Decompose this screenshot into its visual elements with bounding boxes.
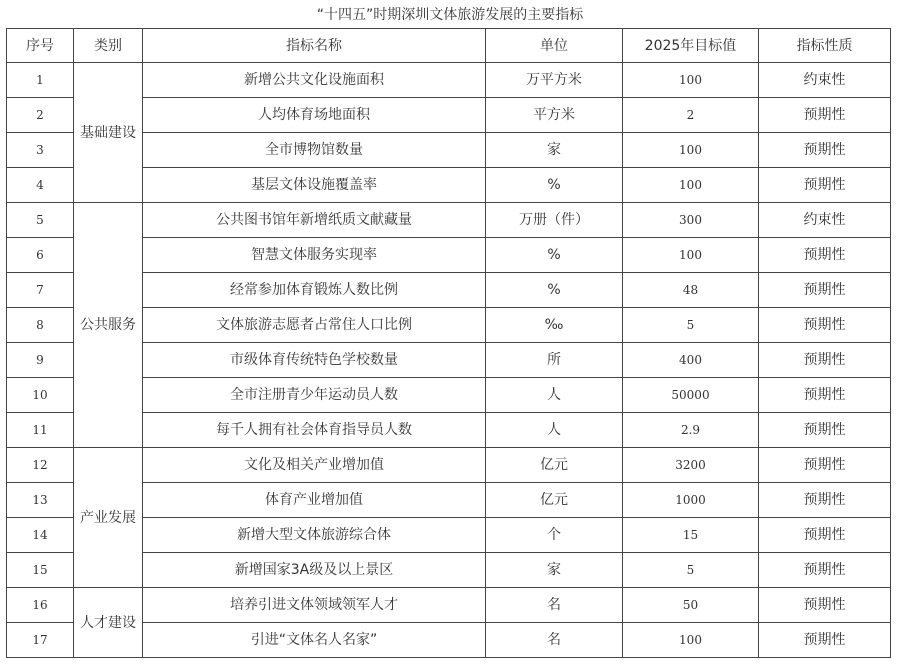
cell-serial-number: 11 — [7, 413, 74, 448]
cell-serial-number: 1 — [7, 63, 74, 98]
table-title: “十四五”时期深圳文体旅游发展的主要指标 — [316, 7, 584, 23]
cell-indicator-nature: 预期性 — [759, 238, 891, 273]
cell-unit: 所 — [486, 343, 623, 378]
cell-indicator-name: 公共图书馆年新增纸质文献藏量 — [143, 203, 486, 238]
cell-indicator-nature: 预期性 — [759, 343, 891, 378]
cell-indicator-nature: 预期性 — [759, 448, 891, 483]
cell-serial-number: 14 — [7, 518, 74, 553]
cell-indicator-nature: 约束性 — [759, 203, 891, 238]
cell-unit: % — [486, 273, 623, 308]
cell-target-value: 1000 — [623, 483, 759, 518]
cell-indicator-name: 全市注册青少年运动员人数 — [143, 378, 486, 413]
category-label: 公共服务 — [80, 317, 136, 333]
header-row — [7, 29, 891, 63]
table-row — [7, 203, 891, 238]
cell-indicator-name: 每千人拥有社会体育指导员人数 — [143, 413, 486, 448]
cell-indicator-nature: 预期性 — [759, 133, 891, 168]
cell-serial-number: 10 — [7, 378, 74, 413]
cell-target-value: 50000 — [623, 378, 759, 413]
indicators-table — [6, 28, 891, 658]
cell-target-value: 2 — [623, 98, 759, 133]
cell-target-value: 400 — [623, 343, 759, 378]
cell-target-value: 3200 — [623, 448, 759, 483]
table-row — [7, 448, 891, 483]
cell-serial-number: 12 — [7, 448, 74, 483]
header-indicator-name: 指标名称 — [143, 29, 486, 63]
table-row — [7, 588, 891, 623]
cell-indicator-name: 智慧文体服务实现率 — [143, 238, 486, 273]
cell-indicator-name: 文化及相关产业增加值 — [143, 448, 486, 483]
cell-target-value: 15 — [623, 518, 759, 553]
cell-serial-number: 3 — [7, 133, 74, 168]
cell-target-value: 100 — [623, 133, 759, 168]
cell-target-value: 2.9 — [623, 413, 759, 448]
cell-category — [74, 203, 143, 448]
cell-unit: ‰ — [486, 308, 623, 343]
cell-serial-number: 4 — [7, 168, 74, 203]
cell-target-value: 48 — [623, 273, 759, 308]
cell-indicator-name: 新增公共文化设施面积 — [143, 63, 486, 98]
cell-serial-number: 17 — [7, 623, 74, 658]
cell-unit: 亿元 — [486, 483, 623, 518]
cell-indicator-nature: 预期性 — [759, 483, 891, 518]
cell-indicator-name: 全市博物馆数量 — [143, 133, 486, 168]
cell-indicator-nature: 预期性 — [759, 273, 891, 308]
cell-unit: 人 — [486, 378, 623, 413]
cell-indicator-nature: 预期性 — [759, 308, 891, 343]
cell-target-value: 100 — [623, 168, 759, 203]
header-category: 类别 — [74, 29, 143, 63]
cell-serial-number: 6 — [7, 238, 74, 273]
cell-serial-number: 2 — [7, 98, 74, 133]
cell-indicator-nature: 预期性 — [759, 588, 891, 623]
cell-indicator-nature: 预期性 — [759, 553, 891, 588]
cell-serial-number: 9 — [7, 343, 74, 378]
cell-indicator-name: 文体旅游志愿者占常住人口比例 — [143, 308, 486, 343]
cell-unit: 名 — [486, 588, 623, 623]
cell-category — [74, 63, 143, 203]
cell-indicator-name: 新增大型文体旅游综合体 — [143, 518, 486, 553]
cell-serial-number: 15 — [7, 553, 74, 588]
table-header — [7, 29, 891, 63]
header-serial-number: 序号 — [7, 29, 74, 63]
cell-unit: % — [486, 168, 623, 203]
cell-unit: 万平方米 — [486, 63, 623, 98]
cell-target-value: 100 — [623, 238, 759, 273]
cell-indicator-nature: 预期性 — [759, 623, 891, 658]
cell-indicator-nature: 预期性 — [759, 378, 891, 413]
cell-unit: 亿元 — [486, 448, 623, 483]
header-indicator-nature: 指标性质 — [759, 29, 891, 63]
cell-unit: 家 — [486, 133, 623, 168]
cell-indicator-name: 体育产业增加值 — [143, 483, 486, 518]
cell-unit: 人 — [486, 413, 623, 448]
cell-target-value: 300 — [623, 203, 759, 238]
cell-indicator-name: 市级体育传统特色学校数量 — [143, 343, 486, 378]
table-row — [7, 63, 891, 98]
table-body — [7, 63, 891, 658]
cell-indicator-nature: 预期性 — [759, 518, 891, 553]
cell-target-value: 5 — [623, 553, 759, 588]
cell-indicator-name: 引进“文体名人名家” — [143, 623, 486, 658]
cell-unit: 个 — [486, 518, 623, 553]
cell-serial-number: 5 — [7, 203, 74, 238]
category-label: 基础建设 — [80, 124, 136, 141]
cell-unit: 家 — [486, 553, 623, 588]
cell-serial-number: 13 — [7, 483, 74, 518]
cell-indicator-nature: 预期性 — [759, 168, 891, 203]
cell-serial-number: 8 — [7, 308, 74, 343]
cell-target-value: 50 — [623, 588, 759, 623]
cell-indicator-name: 人均体育场地面积 — [143, 98, 486, 133]
cell-indicator-nature: 预期性 — [759, 413, 891, 448]
cell-target-value: 5 — [623, 308, 759, 343]
header-target-value: 2025年目标值 — [623, 29, 759, 63]
cell-indicator-name: 基层文体设施覆盖率 — [143, 168, 486, 203]
cell-category — [74, 588, 143, 658]
cell-serial-number: 16 — [7, 588, 74, 623]
cell-unit: % — [486, 238, 623, 273]
cell-indicator-name: 新增国家3A级及以上景区 — [143, 553, 486, 588]
category-label: 人才建设 — [80, 614, 136, 631]
header-unit: 单位 — [486, 29, 623, 63]
cell-serial-number: 7 — [7, 273, 74, 308]
cell-target-value: 100 — [623, 623, 759, 658]
cell-target-value: 100 — [623, 63, 759, 98]
cell-indicator-name: 培养引进文体领域领军人才 — [143, 588, 486, 623]
cell-unit: 万册（件） — [486, 203, 623, 238]
cell-indicator-name: 经常参加体育锻炼人数比例 — [143, 273, 486, 308]
cell-unit: 名 — [486, 623, 623, 658]
cell-category — [74, 448, 143, 588]
cell-indicator-nature: 约束性 — [759, 63, 891, 98]
category-label: 产业发展 — [80, 509, 136, 526]
cell-indicator-nature: 预期性 — [759, 98, 891, 133]
cell-unit: 平方米 — [486, 98, 623, 133]
